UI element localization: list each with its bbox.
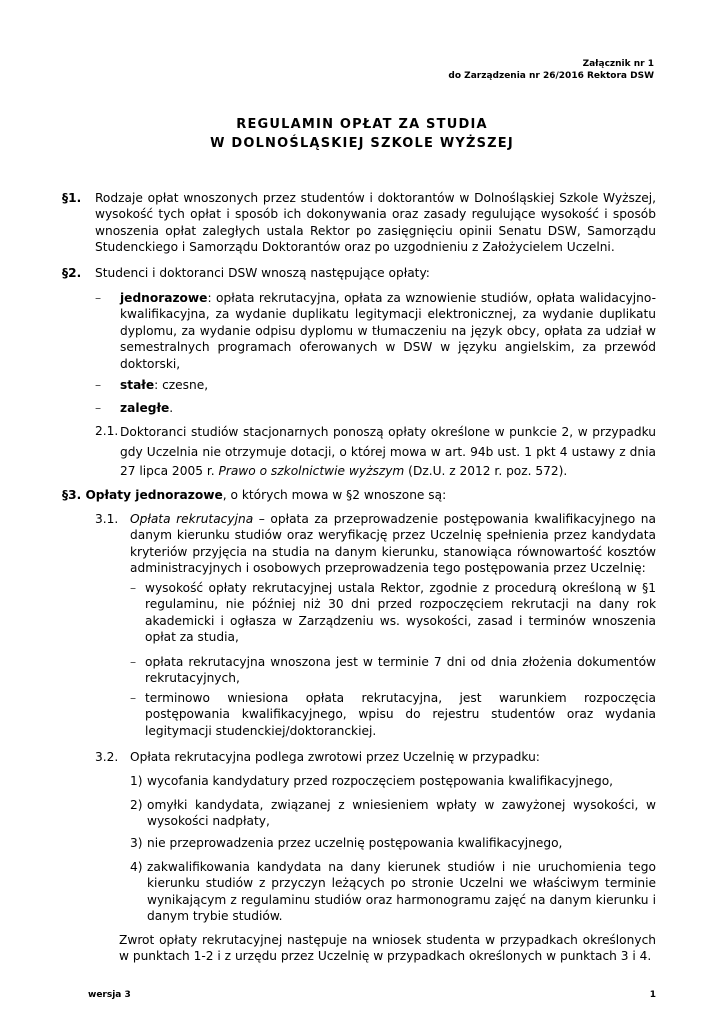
fee-term: zaległe [120, 401, 170, 415]
attachment-number: Załącznik nr 1 [582, 59, 654, 69]
regulation-reference: do Zarządzenia nr 26/2016 Rektora DSW [448, 71, 654, 81]
refund-procedure-note: Zwrot opłaty rekrutacyjnej następuje na wniosek studenta w przypadkach określonych w punktach 1-2 i z urzędu przez Uczelnię w przypadkach określonych w punktach 3 i 4. [119, 933, 656, 964]
fee-term: stałe [120, 378, 155, 392]
point-3-1-text [130, 511, 656, 577]
point-2-1-text-a: Doktoranci studiów stacjonarnych ponoszą opłaty określone w punkcie 2, w przypadku gdy Uczelnia nie otrzymuje dotacji, o której mowa w art. 94b ust. 1 pkt 4 ustawy z dnia 27 lipca 2005 r. [120, 425, 656, 478]
point-2-1-number: 2.1. [95, 424, 119, 438]
dash-marker: – [95, 401, 102, 415]
fee-description: : czesne, [154, 378, 209, 392]
section-2-label: §2. [62, 266, 82, 280]
dash-marker: – [130, 655, 137, 669]
refund-case-number: 2) [130, 798, 143, 812]
title-line-2: W DOLNOŚLĄSKIEJ SZKOLE WYŻSZEJ [210, 136, 514, 151]
section-3-text: , o których mowa w §2 wnoszone są: [222, 488, 447, 502]
fee-description: : opłata rekrutacyjna, opłata za wznowienie studiów, opłata walidacyjno-kwalifikacyjna, za wydanie duplikatu legitymacji elektronicznej, za wydanie duplikatu dyplomu, za wydanie odpisu dyplomu w tłumaczeniu na język obcy, opłata za udział w semestralnych programach oferowanych w DSW w języku angielskim, za przewód doktorski, [120, 291, 656, 371]
dash-marker: – [130, 581, 137, 595]
section-3-heading [62, 487, 656, 503]
refund-case: wycofania kandydatury przed rozpoczęciem postępowania kwalifikacyjnego, [147, 774, 614, 788]
section-1-text: Rodzaje opłat wnoszonych przez studentów i doktorantów w Dolnośląskiej Szkole Wyższej, wysokość tych opłat i sposób ich dokonywania oraz zasady regulujące wysokość i sposób wnoszenia opłat zaległych ustala Rektor po zasięgnięciu opinii Senatu DSW, Samorządu Studenckiego i Samorządu Doktorantów oraz po uzgodnieniu z Założycielem Uczelni. [95, 191, 656, 255]
fee-item-one-time [120, 290, 656, 372]
section-1-label: §1. [62, 191, 82, 205]
refund-case: zakwalifikowania kandydata na dany kierunek studiów i nie uruchomienia tego kierunku studiów z przyczyn leżących po stronie Uczelni we właściwym terminie wynikającym z regulaminu studiów oraz harmonogramu zajęć na danym kierunku i danym trybie studiów. [147, 860, 656, 924]
document-title [0, 115, 724, 153]
point-3-2-text: Opłata rekrutacyjna podlega zwrotowi przez Uczelnię w przypadku: [130, 750, 540, 764]
dash-marker: – [130, 691, 137, 705]
recruitment-bullet: terminowo wniesiona opłata rekrutacyjna, jest warunkiem rozpoczęcia postępowania kwalifikacyjnego, wpisu do rejestru studentów oraz wydania legitymacji studenckiej/doktoranckiej. [145, 691, 656, 738]
title-line-1: REGULAMIN OPŁAT ZA STUDIA [236, 117, 488, 132]
attachment-header [448, 58, 654, 82]
point-3-1-body: – opłata za przeprowadzenie postępowania kwalifikacyjnego na danym kierunku studiów oraz weryfikację przez Uczelnię spełnienia przez kandydata kryteriów przyjęcia na studia na danym kierunku, stanowiąca równowartość kosztów administracyjnych i osobowych przeprowadzenia tego postępowania przez Uczelnię: [130, 512, 656, 576]
refund-case: nie przeprowadzenia przez uczelnię postępowania kwalifikacyjnego, [147, 836, 563, 850]
point-2-1-text-b: (Dz.U. z 2012 r. poz. 572). [404, 464, 568, 478]
refund-case-number: 3) [130, 836, 143, 850]
dash-marker: – [95, 378, 102, 392]
fee-term: jednorazowe [120, 291, 208, 305]
fee-item-fixed [120, 377, 656, 393]
refund-case-number: 4) [130, 860, 143, 874]
dash-marker: – [95, 291, 102, 305]
recruitment-bullet: wysokość opłaty rekrutacyjnej ustala Rektor, zgodnie z procedurą określoną w §1 regulaminu, nie później niż 30 dni przed rozpoczęciem rekrutacji na dany rok akademicki i ogłasza w Zarządzeniu ws. wysokości, zasad i terminów wnoszenia opłat za studia, [145, 581, 656, 645]
section-3-label: §3. Opłaty jednorazowe [62, 488, 223, 502]
refund-case: omyłki kandydata, związanej z wniesieniem wpłaty w zawyżonej wysokości, w wysokości nadpłaty, [147, 798, 656, 829]
point-2-1-text [120, 423, 656, 482]
page-number: 1 [649, 990, 656, 1000]
point-3-1-italic: Opłata rekrutacyjna [130, 512, 254, 526]
point-3-2-number: 3.2. [95, 750, 119, 764]
refund-case-number: 1) [130, 774, 143, 788]
point-3-1-number: 3.1. [95, 512, 119, 526]
recruitment-bullet: opłata rekrutacyjna wnoszona jest w terminie 7 dni od dnia złożenia dokumentów rekrutacyjnych, [145, 655, 656, 686]
fee-item-overdue [120, 400, 656, 416]
act-name: Prawo o szkolnictwie wyższym [218, 464, 405, 478]
fee-description: . [169, 401, 174, 415]
section-2-text: Studenci i doktoranci DSW wnoszą następujące opłaty: [95, 266, 430, 280]
document-version: wersja 3 [88, 990, 131, 1000]
